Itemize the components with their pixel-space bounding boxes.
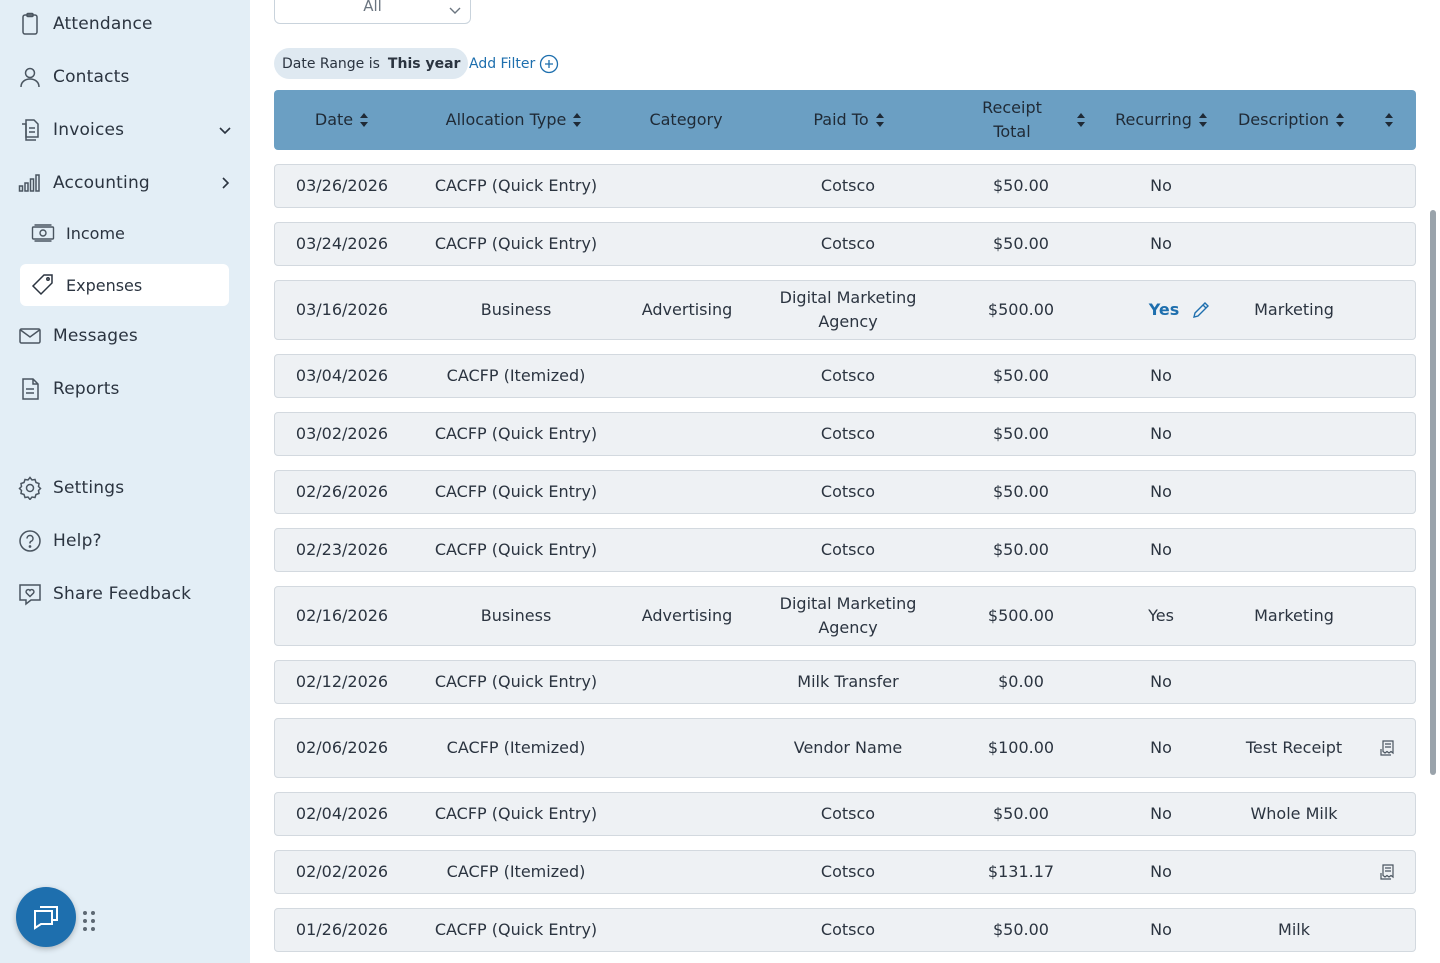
cell-paid-to <box>765 223 931 265</box>
cell-allocation-type-text: CACFP (Itemized) <box>446 366 586 385</box>
cell-paid-to-text: Cotsco <box>820 920 876 939</box>
column-header-actions[interactable] <box>1374 90 1404 150</box>
cell-allocation-type <box>409 165 623 207</box>
cell-allocation-type-text: Business <box>480 300 552 319</box>
cell-paid-to <box>765 471 931 513</box>
cell-recurring <box>1115 471 1207 513</box>
column-header-label: Recurring <box>1115 110 1192 129</box>
cell-category <box>623 413 751 455</box>
cell-recurring <box>1115 413 1207 455</box>
column-header-category <box>626 90 746 150</box>
cell-date-text: 03/02/2026 <box>295 424 389 443</box>
cell-paid-to <box>765 851 931 893</box>
cell-receipt-total-text: $500.00 <box>987 300 1055 319</box>
cell-allocation-type-text: CACFP (Quick Entry) <box>434 672 598 691</box>
cell-date-text: 02/12/2026 <box>295 672 389 691</box>
cell-receipt-total <box>955 661 1087 703</box>
cell-allocation-type-text: CACFP (Quick Entry) <box>434 176 598 195</box>
cell-recurring <box>1115 719 1207 777</box>
cell-date-text: 02/16/2026 <box>295 606 389 625</box>
cell-receipt-total <box>955 719 1087 777</box>
cell-allocation-type <box>409 355 623 397</box>
clipboard-icon <box>17 11 43 37</box>
table-header <box>274 90 1416 150</box>
cell-allocation-type-text: CACFP (Itemized) <box>446 738 586 757</box>
sort-icon <box>875 111 885 129</box>
plus-circle-icon <box>539 54 559 74</box>
cell-category <box>623 661 751 703</box>
cell-recurring-text: No <box>1150 482 1172 501</box>
sidebar-item-messages[interactable] <box>0 314 250 358</box>
cell-paid-to <box>765 165 931 207</box>
cell-description <box>1235 793 1353 835</box>
cell-category <box>623 909 751 951</box>
cell-date <box>275 587 409 645</box>
cell-category-text: Advertising <box>641 606 733 625</box>
chat-icon <box>31 902 61 932</box>
cell-receipt-total <box>955 793 1087 835</box>
cell-receipt-total <box>955 529 1087 571</box>
cell-paid-to <box>765 909 931 951</box>
sidebar-item-attendance[interactable] <box>0 2 250 46</box>
sidebar-item-help[interactable] <box>0 519 250 563</box>
drag-handle-icon[interactable] <box>82 910 96 932</box>
cell-recurring-text: No <box>1150 234 1172 253</box>
cell-allocation-type-text: CACFP (Quick Entry) <box>434 482 598 501</box>
sidebar-item-label: Help? <box>53 531 102 551</box>
sidebar-item-invoices[interactable] <box>0 108 250 152</box>
cell-allocation-type <box>409 719 623 777</box>
filter-chip-prefix: Date Range is <box>282 55 380 72</box>
cell-allocation-type-text: CACFP (Itemized) <box>446 862 586 881</box>
cell-receipt-total <box>955 281 1087 339</box>
cell-paid-to-text: Cotsco <box>820 804 876 823</box>
cell-paid-to-text: Cotsco <box>820 176 876 195</box>
cell-receipt-total-text: $131.17 <box>987 862 1055 881</box>
cell-recurring-text: Yes <box>1148 300 1180 319</box>
table-row[interactable] <box>274 470 1416 514</box>
add-filter-label: Add Filter <box>469 56 536 72</box>
cell-recurring[interactable] <box>1125 281 1235 339</box>
mail-icon <box>17 323 43 349</box>
table-row[interactable] <box>274 718 1416 778</box>
cell-allocation-type <box>409 793 623 835</box>
table-row[interactable] <box>274 354 1416 398</box>
cell-allocation-type-text: CACFP (Quick Entry) <box>434 234 598 253</box>
cell-date <box>275 529 409 571</box>
sidebar-item-contacts[interactable] <box>0 55 250 99</box>
table-row[interactable] <box>274 412 1416 456</box>
cell-description-text: Milk <box>1278 920 1310 939</box>
sort-icon <box>359 111 369 129</box>
cell-receipt-total <box>955 223 1087 265</box>
cell-recurring <box>1115 165 1207 207</box>
cell-date-text: 02/06/2026 <box>295 738 389 757</box>
sidebar-item-income[interactable] <box>20 212 229 254</box>
sidebar-item-settings[interactable] <box>0 466 250 510</box>
cell-allocation-type <box>409 529 623 571</box>
cell-paid-to-text: Digital Marketing Agency <box>779 288 917 331</box>
column-header-label: Date <box>314 110 354 129</box>
cell-recurring-text: No <box>1150 424 1172 443</box>
cell-receipt-total <box>955 851 1087 893</box>
cell-allocation-type <box>409 851 623 893</box>
cell-category <box>623 529 751 571</box>
sidebar-item-share-feedback[interactable] <box>0 572 250 616</box>
sidebar-item-accounting[interactable] <box>0 161 250 205</box>
cell-category <box>623 355 751 397</box>
cash-icon <box>30 220 56 246</box>
cell-recurring <box>1115 793 1207 835</box>
column-header-label: Category <box>649 110 723 129</box>
cell-recurring <box>1115 355 1207 397</box>
sidebar-item-expenses[interactable] <box>20 264 229 306</box>
cell-description <box>1235 355 1353 397</box>
column-header-receipt-total[interactable] <box>954 90 1094 150</box>
heart-chat-icon <box>17 581 43 607</box>
cell-receipt-total-text: $50.00 <box>993 176 1049 195</box>
cell-date-text: 03/26/2026 <box>295 176 389 195</box>
chevron-down-icon[interactable] <box>218 123 232 137</box>
sort-icon <box>1335 111 1345 129</box>
column-header-label-line: Receipt <box>982 98 1042 117</box>
cell-category <box>623 851 751 893</box>
cell-date <box>275 281 409 339</box>
cell-paid-to <box>765 355 931 397</box>
cell-date <box>275 719 409 777</box>
receipt-icon[interactable] <box>1379 739 1397 757</box>
cell-date <box>275 355 409 397</box>
filter-select[interactable] <box>274 0 471 24</box>
sidebar-item-label: Accounting <box>53 173 150 193</box>
pencil-icon[interactable] <box>1191 300 1211 320</box>
cell-date-text: 02/04/2026 <box>295 804 389 823</box>
tag-icon <box>30 272 56 298</box>
sidebar-item-label: Invoices <box>53 120 125 140</box>
sidebar <box>0 0 250 963</box>
cell-description-text: Marketing <box>1254 300 1334 319</box>
cell-description <box>1235 529 1353 571</box>
cell-date <box>275 413 409 455</box>
cell-receipt-total-text: $100.00 <box>987 738 1055 757</box>
column-header-label: Paid To <box>813 110 869 129</box>
cell-description <box>1235 851 1353 893</box>
filter-chip-value: This year <box>387 55 461 72</box>
cell-date-text: 03/24/2026 <box>295 234 389 253</box>
cell-date <box>275 793 409 835</box>
cell-date-text: 02/23/2026 <box>295 540 389 559</box>
cell-paid-to <box>765 793 931 835</box>
column-header-recurring[interactable] <box>1109 90 1214 150</box>
table-row[interactable] <box>274 528 1416 572</box>
cell-paid-to-text: Cotsco <box>820 424 876 443</box>
cell-recurring <box>1115 909 1207 951</box>
cell-receipt-total-text: $50.00 <box>993 804 1049 823</box>
cell-paid-to-text: Cotsco <box>820 482 876 501</box>
cell-recurring-text: No <box>1150 862 1172 881</box>
sidebar-item-label: Income <box>66 223 125 243</box>
cell-date-text: 03/16/2026 <box>295 300 389 319</box>
cell-recurring-text: No <box>1150 920 1172 939</box>
cell-recurring <box>1115 587 1207 645</box>
column-header-label <box>962 96 1062 144</box>
cell-allocation-type-text: CACFP (Quick Entry) <box>434 804 598 823</box>
table-row[interactable] <box>274 164 1416 208</box>
cell-paid-to-text: Cotsco <box>820 366 876 385</box>
cell-recurring <box>1115 851 1207 893</box>
cell-allocation-type <box>409 413 623 455</box>
cell-paid-to-text: Digital Marketing Agency <box>779 594 917 637</box>
cell-allocation-type <box>409 661 623 703</box>
cell-date-text: 02/02/2026 <box>295 862 389 881</box>
cell-receipt-total <box>955 471 1087 513</box>
cell-category <box>623 223 751 265</box>
cell-date <box>275 165 409 207</box>
cell-paid-to <box>765 661 931 703</box>
cell-allocation-type <box>409 223 623 265</box>
cell-receipt-total-text: $50.00 <box>993 234 1049 253</box>
table-row[interactable] <box>274 792 1416 836</box>
cell-category-text: Advertising <box>641 300 733 319</box>
cell-description <box>1235 281 1353 339</box>
cell-allocation-type-text: Business <box>480 606 552 625</box>
cell-description <box>1235 661 1353 703</box>
table-row[interactable] <box>274 660 1416 704</box>
table-row[interactable] <box>274 586 1416 646</box>
sort-icon <box>1076 111 1086 129</box>
cell-category <box>623 719 751 777</box>
cell-description <box>1235 719 1353 777</box>
invoice-icon <box>17 117 43 143</box>
document-icon <box>17 376 43 402</box>
sidebar-item-label: Share Feedback <box>53 584 192 604</box>
table-row[interactable] <box>274 850 1416 894</box>
cell-receipt-total <box>955 587 1087 645</box>
cell-receipt-total-text: $0.00 <box>998 672 1044 691</box>
cell-category <box>623 793 751 835</box>
cell-paid-to-text: Cotsco <box>820 540 876 559</box>
cell-recurring <box>1115 529 1207 571</box>
chevron-down-icon <box>448 3 462 17</box>
cell-allocation-type-text: CACFP (Quick Entry) <box>434 424 598 443</box>
cell-category <box>623 471 751 513</box>
person-icon <box>17 64 43 90</box>
cell-date <box>275 471 409 513</box>
cell-recurring-text: No <box>1150 804 1172 823</box>
cell-allocation-type-text: CACFP (Quick Entry) <box>434 920 598 939</box>
cell-paid-to-text: Cotsco <box>820 862 876 881</box>
cell-paid-to-text: Vendor Name <box>793 738 903 757</box>
cell-date-text: 01/26/2026 <box>295 920 389 939</box>
column-header-label: Allocation Type <box>445 110 567 129</box>
column-header-label-line: Total <box>993 122 1031 141</box>
cell-description-text: Test Receipt <box>1245 738 1343 757</box>
cell-date-text: 03/04/2026 <box>295 366 389 385</box>
chevron-right-icon[interactable] <box>218 176 232 190</box>
column-header-paid-to[interactable] <box>794 90 904 150</box>
cell-receipt-total-text: $50.00 <box>993 366 1049 385</box>
table-row[interactable] <box>274 908 1416 952</box>
cell-date <box>275 851 409 893</box>
cell-date <box>275 223 409 265</box>
cell-description <box>1235 165 1353 207</box>
filter-select-value: All <box>363 0 382 15</box>
cell-allocation-type <box>409 471 623 513</box>
cell-recurring-text: No <box>1150 366 1172 385</box>
cell-allocation-type <box>409 587 623 645</box>
cell-paid-to <box>765 719 931 777</box>
cell-paid-to <box>765 587 931 645</box>
cell-paid-to <box>765 529 931 571</box>
column-header-description[interactable] <box>1234 90 1349 150</box>
sidebar-item-label: Contacts <box>53 67 130 87</box>
cell-receipt-total-text: $50.00 <box>993 482 1049 501</box>
sort-icon <box>572 111 582 129</box>
cell-category <box>623 281 751 339</box>
column-header-date[interactable] <box>292 90 392 150</box>
cell-date <box>275 909 409 951</box>
cell-receipt-total <box>955 413 1087 455</box>
cell-allocation-type <box>409 909 623 951</box>
cell-description-text: Whole Milk <box>1250 804 1338 823</box>
cell-allocation-type-text: CACFP (Quick Entry) <box>434 540 598 559</box>
cell-recurring-text: No <box>1150 672 1172 691</box>
column-header-allocation-type[interactable] <box>429 90 599 150</box>
cell-description <box>1235 413 1353 455</box>
sidebar-item-reports[interactable] <box>0 367 250 411</box>
cell-description <box>1235 587 1353 645</box>
cell-category <box>623 165 751 207</box>
scrollbar[interactable] <box>1430 210 1436 775</box>
cell-category <box>623 587 751 645</box>
receipt-icon[interactable] <box>1379 863 1397 881</box>
sidebar-item-label: Reports <box>53 379 120 399</box>
cell-receipt-total-text: $50.00 <box>993 540 1049 559</box>
cell-description <box>1235 471 1353 513</box>
cell-receipt-total <box>955 909 1087 951</box>
bar-chart-icon <box>17 170 43 196</box>
main-content <box>250 0 1440 963</box>
cell-description-text: Marketing <box>1254 606 1334 625</box>
sidebar-item-label: Attendance <box>53 14 153 34</box>
cell-recurring-text: Yes <box>1148 606 1174 625</box>
cell-recurring <box>1115 661 1207 703</box>
table-row[interactable] <box>274 280 1416 340</box>
cell-description <box>1235 909 1353 951</box>
cell-receipt-total-text: $50.00 <box>993 920 1049 939</box>
cell-description <box>1235 223 1353 265</box>
sidebar-item-label: Expenses <box>66 275 143 295</box>
cell-date-text: 02/26/2026 <box>295 482 389 501</box>
cell-allocation-type <box>409 281 623 339</box>
sidebar-item-label: Settings <box>53 478 125 498</box>
cell-recurring-text: No <box>1150 176 1172 195</box>
sort-icon <box>1198 111 1208 129</box>
cell-paid-to-text: Cotsco <box>820 234 876 253</box>
cell-paid-to <box>765 281 931 339</box>
cell-paid-to-text: Milk Transfer <box>797 672 899 691</box>
cell-receipt-total-text: $500.00 <box>987 606 1055 625</box>
cell-recurring-text: No <box>1150 738 1172 757</box>
gear-icon <box>17 475 43 501</box>
cell-paid-to <box>765 413 931 455</box>
cell-recurring-text: No <box>1150 540 1172 559</box>
date-range-filter-chip[interactable] <box>274 48 468 79</box>
cell-receipt-total <box>955 355 1087 397</box>
question-icon <box>17 528 43 554</box>
cell-recurring <box>1115 223 1207 265</box>
column-header-label: Description <box>1237 110 1330 129</box>
sort-icon <box>1384 111 1394 129</box>
chat-button[interactable] <box>16 887 76 947</box>
cell-receipt-total-text: $50.00 <box>993 424 1049 443</box>
sidebar-item-label: Messages <box>53 326 138 346</box>
add-filter-button[interactable] <box>469 52 559 76</box>
cell-receipt-total <box>955 165 1087 207</box>
cell-date <box>275 661 409 703</box>
table-row[interactable] <box>274 222 1416 266</box>
